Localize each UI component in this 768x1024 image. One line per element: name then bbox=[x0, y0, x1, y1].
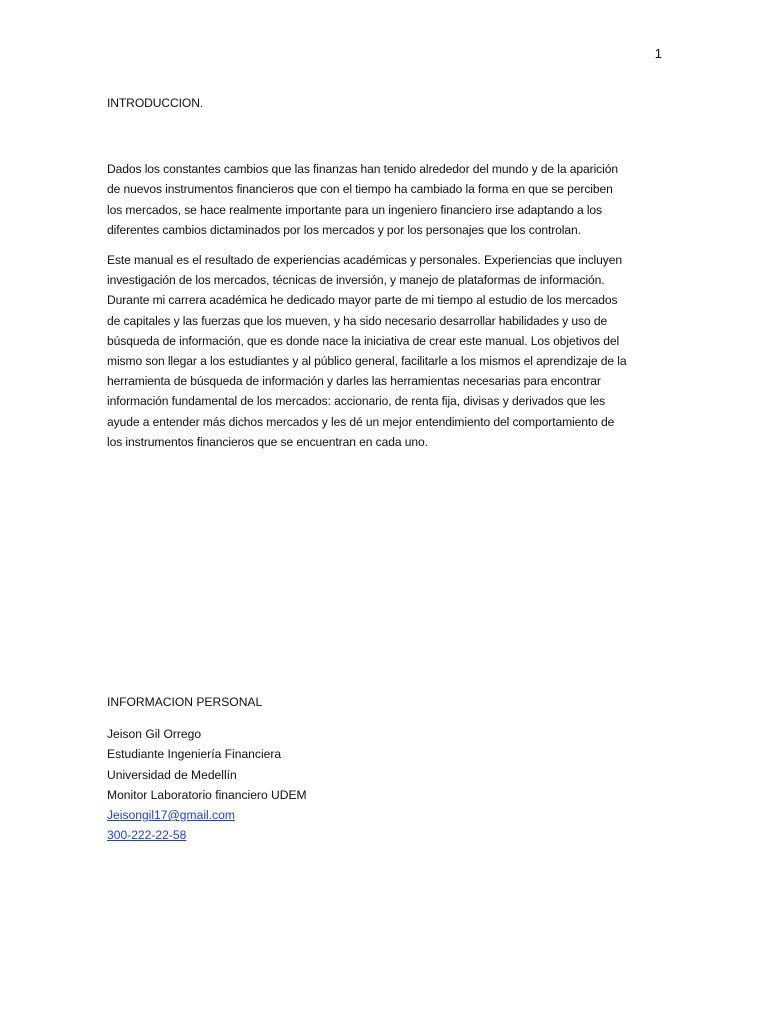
introduction-paragraph-2 bbox=[107, 250, 662, 452]
paragraph-line: Este manual es el resultado de experiencias académicas y personales. Experiencias que incluyen bbox=[107, 253, 622, 268]
paragraph-line: de capitales y las fuerzas que los mueven, y ha sido necesario desarrollar habilidades y uso de bbox=[107, 313, 608, 328]
paragraph-line: información fundamental de los mercados: accionario, de renta fija, divisas y derivados que les bbox=[107, 394, 606, 409]
paragraph-line: búsqueda de información, que es donde nace la iniciativa de crear este manual. Los objetivos del bbox=[107, 333, 620, 348]
person-role: Estudiante Ingeniería Financiera bbox=[107, 747, 282, 762]
paragraph-line: los mercados, se hace realmente importante para un ingeniero financiero irse adaptando a los bbox=[107, 202, 603, 217]
introduction-paragraph-1 bbox=[107, 159, 662, 240]
paragraph-line: investigación de los mercados, técnicas de inversión, y manejo de plataformas de información. bbox=[107, 273, 605, 288]
paragraph-line: Dados los constantes cambios que las finanzas han tenido alrededor del mundo y de la aparición bbox=[107, 162, 618, 177]
personal-info-section bbox=[107, 692, 662, 845]
introduction-heading: INTRODUCCION. bbox=[107, 96, 204, 110]
person-university: Universidad de Medellín bbox=[107, 767, 237, 782]
personal-info-heading: INFORMACION PERSONAL bbox=[107, 695, 263, 709]
email-link[interactable]: Jeisongil17@gmail.com bbox=[107, 808, 235, 823]
paragraph-line: diferentes cambios dictaminados por los mercados y por los personajes que los controlan. bbox=[107, 222, 581, 237]
paragraph-line: de nuevos instrumentos financieros que con el tiempo ha cambiado la forma en que se perciben bbox=[107, 182, 613, 197]
paragraph-line: los instrumentos financieros que se encuentran en cada uno. bbox=[107, 434, 428, 449]
person-position: Monitor Laboratorio financiero UDEM bbox=[107, 787, 307, 802]
phone-link[interactable]: 300-222-22-58 bbox=[107, 828, 187, 843]
paragraph-line: herramienta de búsqueda de información y darles las herramientas necesarias para encontrar bbox=[107, 374, 601, 389]
paragraph-line: Durante mi carrera académica he dedicado mayor parte de mi tiempo al estudio de los mercados bbox=[107, 293, 618, 308]
person-name: Jeison Gil Orrego bbox=[107, 727, 202, 742]
introduction-section bbox=[107, 93, 662, 462]
paragraph-line: ayude a entender más dichos mercados y les dé un mejor entendimiento del comportamiento de bbox=[107, 414, 615, 429]
paragraph-line: mismo son llegar a los estudiantes y al público general, facilitarle a los mismos el aprendizaje de la bbox=[107, 354, 627, 369]
page-number: 1 bbox=[654, 46, 662, 61]
